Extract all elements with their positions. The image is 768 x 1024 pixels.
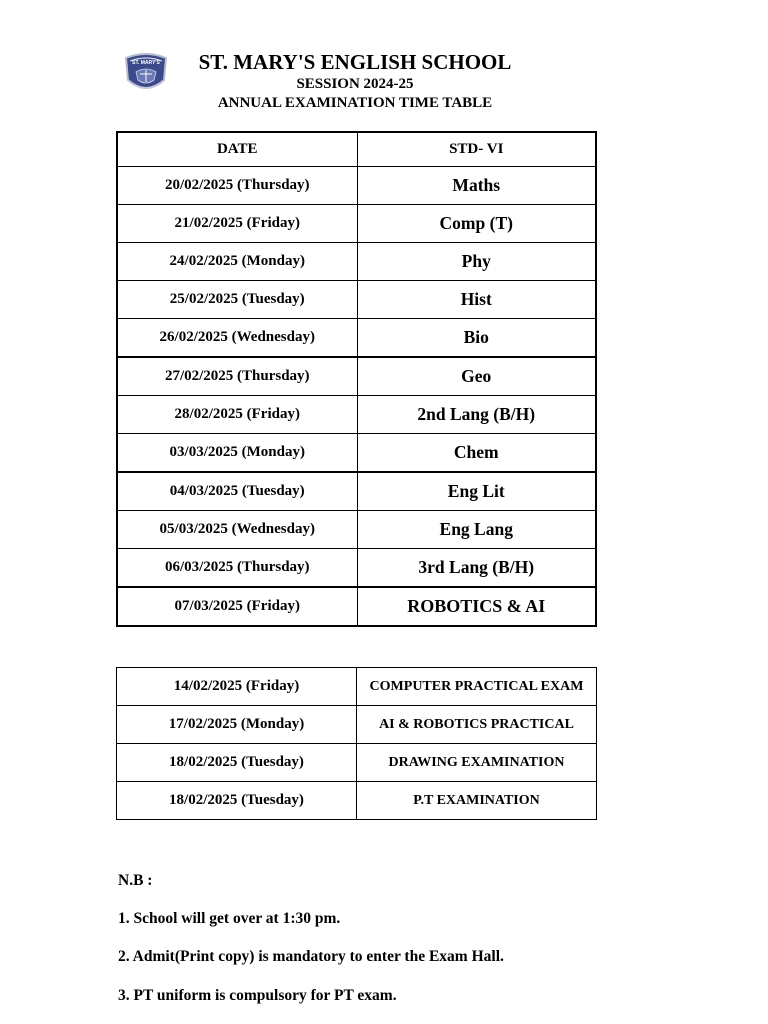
table-row	[117, 782, 597, 820]
date-cell: 21/02/2025 (Friday)	[117, 205, 357, 243]
date-cell: 18/02/2025 (Tuesday)	[117, 744, 357, 782]
date-cell: 04/03/2025 (Tuesday)	[117, 472, 357, 511]
subject-cell: Phy	[357, 243, 596, 281]
logo-lettering: ST. MARY'S	[132, 60, 160, 66]
subject-cell: 2nd Lang (B/H)	[357, 396, 596, 434]
exam-cell: DRAWING EXAMINATION	[357, 744, 597, 782]
table-row	[117, 319, 596, 358]
table-row	[117, 472, 596, 511]
subject-cell: Chem	[357, 434, 596, 473]
table-row	[117, 549, 596, 588]
exam-cell: COMPUTER PRACTICAL EXAM	[357, 668, 597, 706]
subject-cell: ROBOTICS & AI	[357, 587, 596, 626]
practical-exam-table	[116, 667, 597, 820]
date-cell: 18/02/2025 (Tuesday)	[117, 782, 357, 820]
subject-cell: Geo	[357, 357, 596, 396]
note-item: 2. Admit(Print copy) is mandatory to enter the Exam Hall.	[118, 948, 504, 965]
table-row	[117, 357, 596, 396]
date-cell: 03/03/2025 (Monday)	[117, 434, 357, 473]
note-item: 3. PT uniform is compulsory for PT exam.	[118, 987, 397, 1004]
subject-cell: Eng Lit	[357, 472, 596, 511]
table-row	[117, 396, 596, 434]
table-row	[117, 205, 596, 243]
table-row	[117, 281, 596, 319]
note-item: 1. School will get over at 1:30 pm.	[118, 910, 341, 927]
date-cell: 14/02/2025 (Friday)	[117, 668, 357, 706]
notes-heading: N.B :	[118, 872, 153, 889]
date-cell: 17/02/2025 (Monday)	[117, 706, 357, 744]
table-row	[117, 167, 596, 205]
date-cell: 07/03/2025 (Friday)	[117, 587, 357, 626]
table-row	[117, 744, 597, 782]
school-name: ST. MARY'S ENGLISH SCHOOL	[198, 50, 512, 74]
subject-cell: Bio	[357, 319, 596, 358]
date-cell: 05/03/2025 (Wednesday)	[117, 511, 357, 549]
subject-cell: Eng Lang	[357, 511, 596, 549]
table-row	[117, 434, 596, 473]
table-row	[117, 243, 596, 281]
table-row	[117, 587, 596, 626]
date-cell: 28/02/2025 (Friday)	[117, 396, 357, 434]
subject-cell: 3rd Lang (B/H)	[357, 549, 596, 588]
date-cell: 26/02/2025 (Wednesday)	[117, 319, 357, 358]
table-header-row	[117, 132, 596, 167]
column-header-std: STD- VI	[357, 132, 596, 167]
date-cell: 27/02/2025 (Thursday)	[117, 357, 357, 396]
column-header-date: DATE	[117, 132, 357, 167]
subject-cell: Hist	[357, 281, 596, 319]
table-row	[117, 706, 597, 744]
subject-cell: Maths	[357, 167, 596, 205]
timetable-title: ANNUAL EXAMINATION TIME TABLE	[217, 95, 493, 111]
date-cell: 06/03/2025 (Thursday)	[117, 549, 357, 588]
exam-cell: P.T EXAMINATION	[357, 782, 597, 820]
date-cell: 24/02/2025 (Monday)	[117, 243, 357, 281]
date-cell: 20/02/2025 (Thursday)	[117, 167, 357, 205]
session-label: SESSION 2024-25	[296, 76, 414, 92]
subject-cell: Comp (T)	[357, 205, 596, 243]
date-cell: 25/02/2025 (Tuesday)	[117, 281, 357, 319]
table-row	[117, 511, 596, 549]
table-row	[117, 668, 597, 706]
exam-cell: AI & ROBOTICS PRACTICAL	[357, 706, 597, 744]
exam-timetable	[116, 131, 597, 627]
